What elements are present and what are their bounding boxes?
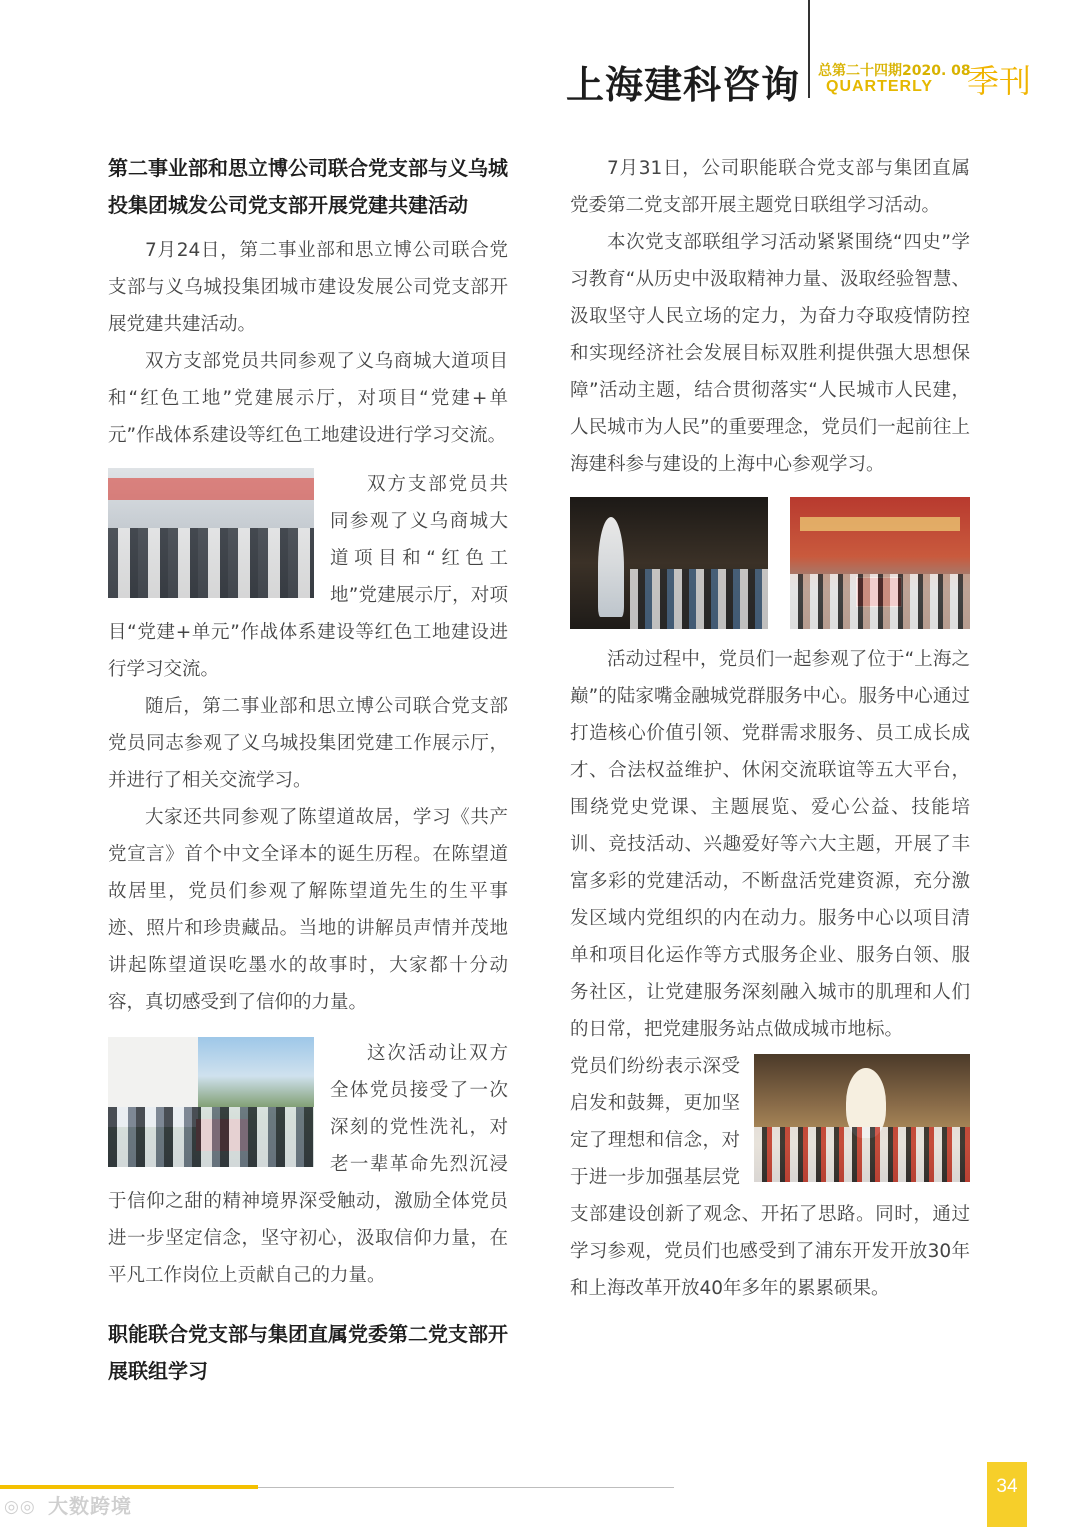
header-divider [808,0,810,98]
article2-paragraph-1: 7月31日，公司职能联合党支部与集团直属党委第二党支部开展主题党日联组学习活动。 [570,158,970,216]
sculpture-group-photo [754,1054,970,1182]
service-center-group-photo [790,497,970,629]
article2-paragraph-4: 党员们纷纷表示深受启发和鼓舞，更加坚定了理想和信念，对于进一步加强基层党支部建设创新了观念、开拓了思路。同时，通过学习参观，党员们也感受到了浦东开发开放30年和上海改革开放40年多年的累累硕果。 [570,1056,970,1299]
photo-row [570,497,970,629]
left-column [108,150,508,1398]
article1-paragraph-1: 7月24日，第二事业部和思立博公司联合党支部与义乌城投集团城市建设发展公司党支部开展党建共建活动。 [108,240,508,335]
watermark-text: 大数跨境 [48,1494,132,1518]
watermark [4,1490,132,1519]
article1-paragraph-4: 随后，第二事业部和思立博公司联合党支部党员同志参观了义乌城投集团党建工作展示厅，并进行了相关交流学习。 [108,696,508,791]
article1-paragraph-5: 大家还共同参观了陈望道故居，学习《共产党宣言》首个中文全译本的诞生历程。在陈望道故居里，党员们参观了解陈望道先生的生平事迹、照片和珍贵藏品。当地的讲解员声情并茂地讲起陈望道误吃墨水的故事时，大家都十分动容，真切感受到了信仰的力量。 [108,807,508,1013]
article2-heading: 职能联合党支部与集团直属党委第二党支部开展联组学习 [108,1322,508,1383]
article1-paragraph-6: 这次活动让双方全体党员接受了一次深刻的党性洗礼，对老一辈革命先烈沉浸于信仰之甜的精神境界深受触动，激励全体党员进一步坚定信念，坚守初心，汲取信仰力量，在平凡工作岗位上贡献自己的力量。 [108,1043,508,1286]
article2-paragraph-3: 活动过程中，党员们一起参观了位于“上海之巅”的陆家嘴金融城党群服务中心。服务中心通过打造核心价值引领、党群需求服务、员工成长成才、合法权益维护、休闲交流联谊等五大平台，围绕党史党课、主题展览、爱心公益、技能培训、竞技活动、兴趣爱好等六大主题，开展了丰富多彩的党建活动，不断盘活党建资源，充分激发区域内党组织的内在动力。服务中心以项目清单和项目化运作等方式服务企业、服务白领、服务社区，让党建服务深刻融入城市的肌理和人们的日常，把党建服务站点做成城市地标。 [570,649,970,1040]
footer-accent-line [0,1485,258,1489]
article2-paragraph-2: 本次党支部联组学习活动紧紧围绕“四史”学习教育“从历史中汲取精神力量、汲取经验智慧、汲取坚守人民立场的定力，为奋力夺取疫情防控和实现经济社会发展目标双胜利提供强大思想保障”活动主题，结合贯彻落实“人民城市人民建，人民城市为人民”的重要理念，党员们一起前往上海建科参与建设的上海中心参观学习。 [570,232,970,475]
former-residence-group-photo [108,1037,314,1167]
quarterly-english: QUARTERLY [826,78,934,95]
issue-number: 总第二十四期2020. 08 [818,63,971,79]
page-number: 34 [996,1476,1018,1497]
watermark-logo-icon: ◎◎ [4,1496,36,1517]
masthead-title: 上海建科咨询 [566,63,801,107]
article1-paragraph-3: 双方支部党员共同参观了义乌商城大道项目和“红色工地”党建展示厅，对项目“党建+单元”作战体系建设等红色工地建设进行学习交流。 [108,474,508,680]
footer-rule [258,1487,674,1488]
exhibition-visit-photo [570,497,768,629]
exhibition-hall-photo [108,468,314,598]
article1-heading: 第二事业部和思立博公司联合党支部与义乌城投集团城发公司党支部开展党建共建活动 [108,156,508,217]
right-column [570,150,970,1307]
article1-paragraph-2: 双方支部党员共同参观了义乌商城大道项目和“红色工地”党建展示厅，对项目“党建+单元”作战体系建设等红色工地建设进行学习交流。 [108,351,508,446]
quarterly-chinese: 季刊 [967,62,1032,100]
